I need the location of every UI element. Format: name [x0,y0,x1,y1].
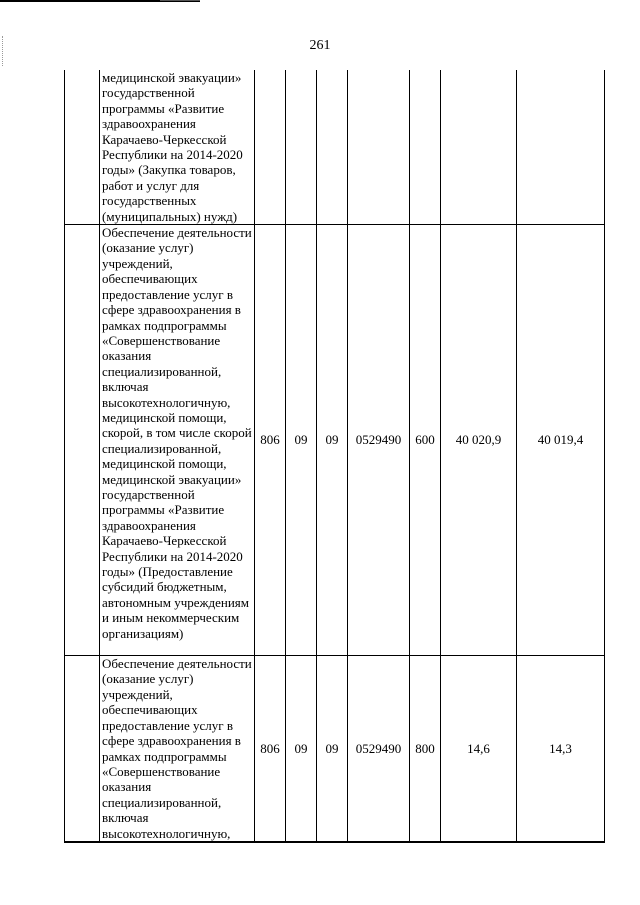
target-article-cell: 0529490 [348,656,410,842]
subsection-cell: 09 [317,225,348,656]
section-cell: 09 [286,225,317,656]
row-number-cell [65,225,100,656]
table-row [65,225,605,656]
expense-type-cell: 800 [410,656,441,842]
budget-table [64,70,605,843]
section-cell [286,70,317,225]
ministry-cell [255,70,286,225]
subsection-cell: 09 [317,656,348,842]
target-article-cell [348,70,410,225]
amount-cell: 14,6 [441,656,517,842]
amount-cell: 40 019,4 [517,225,605,656]
subsection-cell [317,70,348,225]
description-cell: Обеспечение деятельности (оказание услуг) учреждений, обеспечивающих предоставление услуг в сфере здравоохранения в рамках подпрограммы «Совершенствование оказания специализированной, включая высокотехнологичную, медицинской помощи, скорой, в том числе скорой специализированной, медицинской помощи, медицинской эвакуации» государственной программы «Развитие здравоохранения Карачаево-Черкесской Республики на 2014-2020 годы» (Предоставление субсидий бюджетным, автономным учреждениям и иным некоммерческим организациям) [100,225,255,656]
row-number-cell [65,656,100,842]
description-cell: медицинской эвакуации» государственной программы «Развитие здравоохранения Карачаево-Черкесской Республики на 2014-2020 годы» (Закупка товаров, работ и услуг для государственных (муниципальных) нужд) [100,70,255,225]
amount-cell: 40 020,9 [441,225,517,656]
ministry-cell: 806 [255,656,286,842]
scan-edge-mark [160,0,200,1]
section-cell: 09 [286,656,317,842]
table-row [65,70,605,225]
description-cell: Обеспечение деятельности (оказание услуг) учреждений, обеспечивающих предоставление услуг в сфере здравоохранения в рамках подпрограммы «Совершенствование оказания специализированной, включая высокотехнологичную, [100,656,255,842]
expense-type-cell: 600 [410,225,441,656]
expense-type-cell [410,70,441,225]
page-number: 261 [309,38,331,53]
amount-cell [517,70,605,225]
row-number-cell [65,70,100,225]
amount-cell: 14,3 [517,656,605,842]
target-article-cell: 0529490 [348,225,410,656]
amount-cell [441,70,517,225]
table-row [65,656,605,842]
ministry-cell: 806 [255,225,286,656]
